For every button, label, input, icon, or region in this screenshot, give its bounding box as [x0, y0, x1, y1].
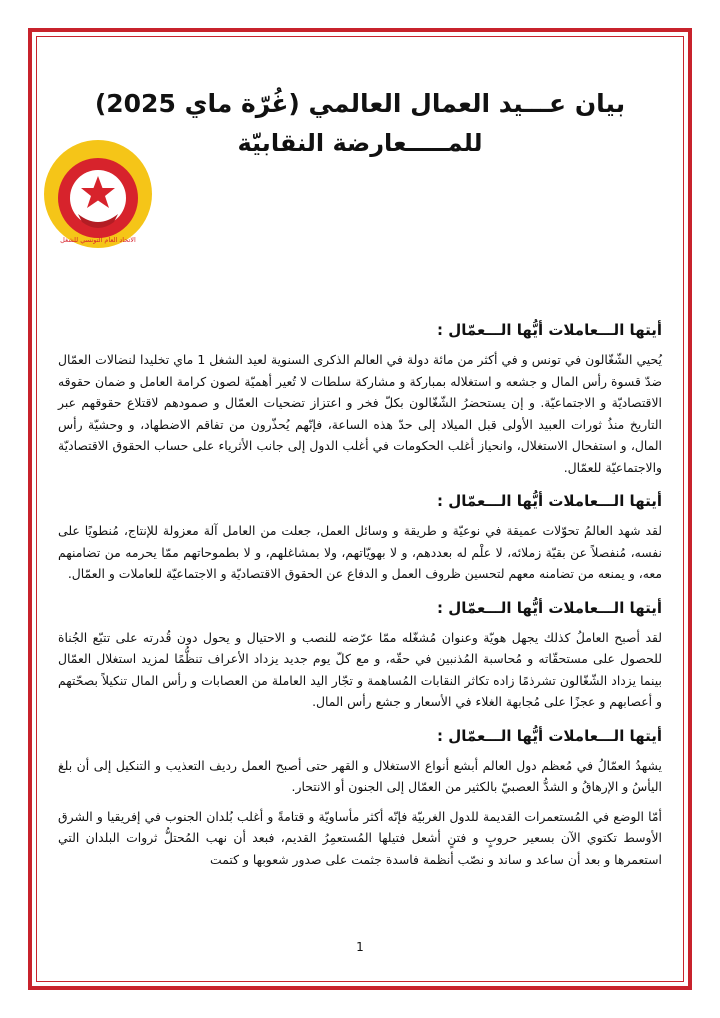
paragraph: يُحيي الشّغّالون في تونس و في أكثر من مائة دولة في العالم الذكرى السنوية لعيد الشغل 1 ماي تخليدا لنضالات العمّال ضدّ قسوة رأس المال و جشعه و استغلاله بمباركة و مشاركة سلطات لا تُعير أهميّة لصون كرامة العامل و ضمان حقوقه الاقتصاديّة و الاجتماعيّة. و إن يستحضرُ الشّغّالون بكلّ فخر و اعتزاز تضحيات العمّال و صمودهم لاقتلاع حقوقهم عبر التاريخ منذُ ثورات العبيد الأولى قبل الميلاد إلى حدّ هذه الساعة، فإنّهم يُحذّرون من تفاقم الاضطهاد، و وحشيّة رأس المال، و استفحال الاستغلال، وانحياز أغلب الحكومات في أغلب الدول إلى جانب الأثرياء على حساب الحقوق الاقتصاديّة والاجتماعيّة للعمّال.: [58, 352, 662, 475]
paragraph: لقد شهد العالمُ تحوّلات عميقة في نوعيّة و طريقة و وسائل العمل، جعلت من العامل آلة معزولة للإنتاج، مُنطويًا على نفسه، مُنفصلاً عن بقيّة زملائه، لا علْم له بعددهم، و لا بهويّاتهم، ولا بمشاغلهم، و لا بطموحاتهم ممّا يحرمه من تضامنهم معه، و يمنعه من تضامنه معهم لتحسين ظروف العمل و الدفاع عن الحقوق الاقتصاديّة و الاجتماعيّة للعاملات و العمّال.: [58, 523, 662, 581]
paragraph: أمّا الوضع في المُستعمرات القديمة للدول الغربيّة فإنّه أكثر مأساويّة و قتامةً و أغلب بُلدان الجنوب في إفريقيا و الشرق الأوسط تكتوي الآن بسعير حروبٍ و فتنٍ أشعل فتيلها المُستعمِرُ القديم، فبعد أن نهب المُحتلُّ ثروات البلدان التي استعمرها و بعد أن ساعد و ساند و نصّب أنظمة فاسدة جثمت على صدور شعوبها و كتمت: [58, 808, 662, 867]
section-heading: أيتها الـــعاملات أيُّها الـــعمّال :: [437, 492, 662, 510]
paragraph: لقد أصبح العاملُ كذلك يجهل هويّة وعنوان مُشغّله ممّا عرّضه للنصب و الاحتيال و يحول دون قُدرته على تتبّع الجُناة للحصول على مستحقّاته و مُحاسبة المُذنبين في حقّه، و مع كلّ يوم جديد يزداد الأعراف تنظُّمًا لمزيد استغلال العمّال بينما يزداد الشّغّالون تشرذمًا زاده تكاثر النقابات المُساهمة و تجّار اليد العاملة من العصابات و رأس المال تنكيلاً بصحّتهم و أعصابهم و عجزًا على مُجابهة الغلاء في الأسعار و جشع رأس المال.: [58, 629, 662, 709]
page-title: بيان عـــيد العمال العالمي (غُرّة ماي 2025): [94, 89, 626, 118]
section-heading: أيتها الـــعاملات أيُّها الـــعمّال :: [437, 726, 662, 745]
logo-text: الاتحاد العام التونسي للشغل: [60, 236, 136, 244]
page-number: 1: [356, 940, 364, 954]
section-heading: أيتها الـــعاملات أيُّها الـــعمّال :: [437, 598, 662, 617]
page-subtitle: للمـــــعارضة النقابيّة: [237, 129, 483, 157]
paragraph: يشهدُ العمّالُ في مُعظم دول العالم أبشع أنواع الاستغلال و القهر حتى أصبح العمل رديف التعذيب و التنكيل إلى أن بلغ اليأسُ و الإرهاقُ و الشدُّ العصبيّ بالكثير من العمّال إلى الجنون أو الانتحار.: [58, 757, 662, 794]
document-body: [58, 80, 662, 870]
section-heading: أيتها الـــعاملات أيُّها الـــعمّال :: [437, 321, 662, 339]
